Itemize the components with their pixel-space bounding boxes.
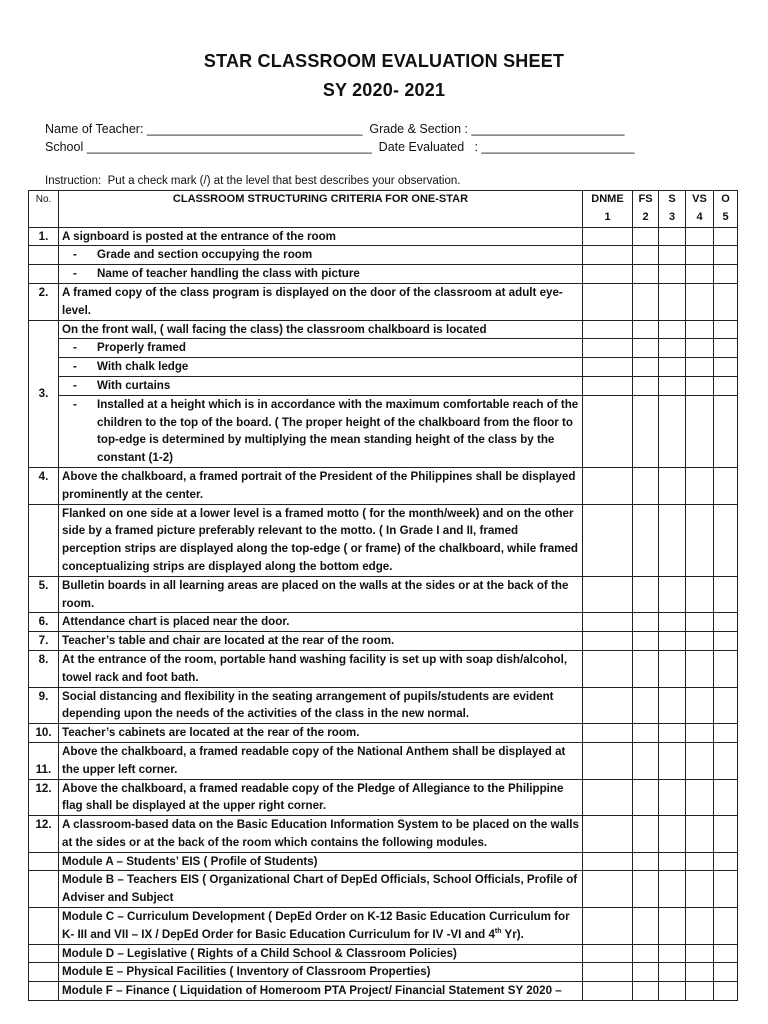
table-row: Module C – Curriculum Development ( DepEd Order on K-12 Basic Education Curriculum for K- III and VII – IX / DepEd Order for Basic Education Curriculum for IV -VI and 4th Yr). (29, 908, 738, 945)
check-cell[interactable] (583, 504, 633, 576)
check-cell[interactable] (583, 632, 633, 651)
check-cell[interactable] (659, 963, 686, 982)
check-cell[interactable] (583, 613, 633, 632)
check-cell[interactable] (633, 871, 659, 908)
table-row: 5. Bulletin boards in all learning areas are placed on the walls at the sides or at the back of the room. (29, 576, 738, 613)
evaluation-table (28, 190, 738, 1001)
table-row: Module B – Teachers EIS ( Organizational Chart of DepEd Officials, School Officials, Profile of Adviser and Subject (29, 871, 738, 908)
check-cell[interactable] (659, 944, 686, 963)
check-cell[interactable] (659, 724, 686, 743)
check-cell[interactable] (633, 467, 659, 504)
check-cell[interactable] (633, 265, 659, 284)
table-row: - Name of teacher handling the class with picture (29, 265, 738, 284)
check-cell[interactable] (583, 376, 633, 395)
check-cell[interactable] (583, 227, 633, 246)
check-cell[interactable] (714, 852, 738, 871)
table-row: 10. Teacher’s cabinets are located at the rear of the room. (29, 724, 738, 743)
check-cell[interactable] (686, 852, 714, 871)
check-cell[interactable] (659, 376, 686, 395)
instruction: Instruction: Put a check mark (/) at the level that best describes your observation. (45, 175, 461, 187)
check-cell[interactable] (714, 908, 738, 945)
check-cell[interactable] (659, 852, 686, 871)
table-row: Module E – Physical Facilities ( Inventory of Classroom Properties) (29, 963, 738, 982)
check-cell[interactable] (583, 576, 633, 613)
check-cell[interactable] (633, 376, 659, 395)
check-cell[interactable] (659, 816, 686, 853)
school-year: SY 2020- 2021 (322, 80, 446, 100)
check-cell[interactable] (686, 687, 714, 724)
check-cell[interactable] (633, 779, 659, 816)
check-cell[interactable] (714, 467, 738, 504)
table-row: 12. Above the chalkboard, a framed readable copy of the Pledge of Allegiance to the Philippine flag shall be displayed at the upper right corner. (29, 779, 738, 816)
check-cell[interactable] (583, 650, 633, 687)
table-row: 1. A signboard is posted at the entrance of the room (29, 227, 738, 246)
check-cell[interactable] (583, 724, 633, 743)
check-cell[interactable] (714, 650, 738, 687)
check-cell[interactable] (714, 687, 738, 724)
table-row: 4. Above the chalkboard, a framed portrait of the President of the Philippines shall be displayed prominently at the center. (29, 467, 738, 504)
check-cell[interactable] (659, 779, 686, 816)
check-cell[interactable] (583, 982, 633, 1001)
check-cell[interactable] (686, 227, 714, 246)
header-row (29, 191, 738, 228)
check-cell[interactable] (714, 963, 738, 982)
check-cell[interactable] (583, 283, 633, 320)
col-no: No. (29, 191, 59, 228)
check-cell[interactable] (686, 724, 714, 743)
check-cell[interactable] (583, 816, 633, 853)
col-criteria: CLASSROOM STRUCTURING CRITERIA FOR ONE-STAR (59, 191, 583, 228)
table-row: Module F – Finance ( Liquidation of Homeroom PTA Project/ Financial Statement SY 2020 – (29, 982, 738, 1001)
check-cell[interactable] (659, 632, 686, 651)
check-cell[interactable] (714, 613, 738, 632)
check-cell[interactable] (659, 687, 686, 724)
check-cell[interactable] (686, 944, 714, 963)
col-level-3: S 3 (659, 191, 686, 228)
sheet-title: STAR CLASSROOM EVALUATION SHEET (203, 51, 565, 71)
check-cell[interactable] (633, 632, 659, 651)
check-cell[interactable] (714, 871, 738, 908)
col-level-5: O 5 (714, 191, 738, 228)
check-cell[interactable] (659, 265, 686, 284)
check-cell[interactable] (686, 742, 714, 779)
check-cell[interactable] (583, 467, 633, 504)
check-cell[interactable] (659, 908, 686, 945)
check-cell[interactable] (714, 376, 738, 395)
check-cell[interactable] (686, 908, 714, 945)
check-cell[interactable] (714, 816, 738, 853)
table-row: - Installed at a height which is in accordance with the maximum comfortable reach of the children to the top of the board. ( The proper height of the chalkboard from the floor to top-edge is determined by multiplying the mean standing height of the class by the constant (1-2) (29, 395, 738, 467)
check-cell[interactable] (714, 944, 738, 963)
table-row: Module A – Students’ EIS ( Profile of Students) (29, 852, 738, 871)
table-row: - Grade and section occupying the room (29, 246, 738, 265)
check-cell[interactable] (633, 613, 659, 632)
check-cell[interactable] (583, 779, 633, 816)
check-cell[interactable] (714, 320, 738, 339)
check-cell[interactable] (686, 467, 714, 504)
check-cell[interactable] (583, 742, 633, 779)
check-cell[interactable] (633, 908, 659, 945)
check-cell[interactable] (686, 320, 714, 339)
check-cell[interactable] (633, 852, 659, 871)
table-row: 12. A classroom-based data on the Basic Education Information System to be placed on the walls at the sides or at the back of the room which contains the following modules. (29, 816, 738, 853)
check-cell[interactable] (686, 504, 714, 576)
check-cell[interactable] (686, 650, 714, 687)
check-cell[interactable] (714, 283, 738, 320)
check-cell[interactable] (714, 395, 738, 467)
school-date-line: School _________________________________________ Date Evaluated : ______________________ (45, 140, 635, 154)
check-cell[interactable] (686, 613, 714, 632)
check-cell[interactable] (633, 246, 659, 265)
table-row: 9. Social distancing and flexibility in the seating arrangement of pupils/students are evident depending upon the needs of the activities of the class in the new normal. (29, 687, 738, 724)
check-cell[interactable] (633, 742, 659, 779)
check-cell[interactable] (633, 650, 659, 687)
table-row: Flanked on one side at a lower level is a framed motto ( for the month/week) and on the other side by a framed picture preferably relevant to the motto. ( In Grade I and II, framed perception strips are displayed along the top-edge ( or frame) of the chalkboard, while framed conceptualizing strips are displayed along the bottom edge. (29, 504, 738, 576)
check-cell[interactable] (659, 246, 686, 265)
check-cell[interactable] (659, 395, 686, 467)
check-cell[interactable] (659, 613, 686, 632)
check-cell[interactable] (633, 227, 659, 246)
check-cell[interactable] (714, 265, 738, 284)
check-cell[interactable] (583, 339, 633, 358)
check-cell[interactable] (583, 963, 633, 982)
teacher-grade-line: Name of Teacher: _______________________________ Grade & Section : ______________________ (45, 122, 625, 136)
check-cell[interactable] (583, 320, 633, 339)
check-cell[interactable] (714, 339, 738, 358)
table-row: - Properly framed (29, 339, 738, 358)
check-cell[interactable] (659, 358, 686, 377)
check-cell[interactable] (633, 724, 659, 743)
check-cell[interactable] (659, 227, 686, 246)
check-cell[interactable] (686, 982, 714, 1001)
check-cell[interactable] (686, 265, 714, 284)
check-cell[interactable] (659, 982, 686, 1001)
check-cell[interactable] (633, 358, 659, 377)
table-row: - With curtains (29, 376, 738, 395)
check-cell[interactable] (633, 283, 659, 320)
check-cell[interactable] (714, 724, 738, 743)
check-cell[interactable] (633, 816, 659, 853)
table-row: 8. At the entrance of the room, portable hand washing facility is set up with soap dish/alcohol, towel rack and foot bath. (29, 650, 738, 687)
check-cell[interactable] (583, 358, 633, 377)
check-cell[interactable] (659, 742, 686, 779)
check-cell[interactable] (583, 852, 633, 871)
table-row: - With chalk ledge (29, 358, 738, 377)
check-cell[interactable] (714, 632, 738, 651)
check-cell[interactable] (633, 944, 659, 963)
check-cell[interactable] (583, 871, 633, 908)
check-cell[interactable] (659, 504, 686, 576)
check-cell[interactable] (659, 650, 686, 687)
check-cell[interactable] (686, 632, 714, 651)
check-cell[interactable] (714, 576, 738, 613)
check-cell[interactable] (686, 871, 714, 908)
table-row: Module D – Legislative ( Rights of a Child School & Classroom Policies) (29, 944, 738, 963)
check-cell[interactable] (583, 944, 633, 963)
col-level-4: VS 4 (686, 191, 714, 228)
check-cell[interactable] (633, 963, 659, 982)
check-cell[interactable] (633, 395, 659, 467)
check-cell[interactable] (633, 320, 659, 339)
check-cell[interactable] (633, 576, 659, 613)
check-cell[interactable] (583, 395, 633, 467)
table-row: 11. Above the chalkboard, a framed readable copy of the National Anthem shall be displayed at the upper left corner. (29, 742, 738, 779)
check-cell[interactable] (659, 871, 686, 908)
check-cell[interactable] (583, 908, 633, 945)
check-cell[interactable] (714, 742, 738, 779)
check-cell[interactable] (686, 576, 714, 613)
check-cell[interactable] (659, 283, 686, 320)
check-cell[interactable] (686, 963, 714, 982)
check-cell[interactable] (714, 227, 738, 246)
check-cell[interactable] (633, 504, 659, 576)
check-cell[interactable] (686, 779, 714, 816)
check-cell[interactable] (714, 504, 738, 576)
col-level-2: FS 2 (633, 191, 659, 228)
check-cell[interactable] (659, 467, 686, 504)
check-cell[interactable] (686, 395, 714, 467)
check-cell[interactable] (633, 982, 659, 1001)
check-cell[interactable] (583, 265, 633, 284)
check-cell[interactable] (686, 246, 714, 265)
check-cell[interactable] (583, 246, 633, 265)
check-cell[interactable] (659, 576, 686, 613)
table-row: 2. A framed copy of the class program is displayed on the door of the classroom at adult eye-level. (29, 283, 738, 320)
check-cell[interactable] (659, 320, 686, 339)
check-cell[interactable] (714, 982, 738, 1001)
check-cell[interactable] (686, 816, 714, 853)
check-cell[interactable] (583, 687, 633, 724)
check-cell[interactable] (686, 376, 714, 395)
table-row: 7. Teacher’s table and chair are located at the rear of the room. (29, 632, 738, 651)
check-cell[interactable] (714, 246, 738, 265)
table-row: 6. Attendance chart is placed near the door. (29, 613, 738, 632)
check-cell[interactable] (686, 339, 714, 358)
check-cell[interactable] (633, 687, 659, 724)
check-cell[interactable] (659, 339, 686, 358)
col-level-1: DNME 1 (583, 191, 633, 228)
check-cell[interactable] (633, 339, 659, 358)
check-cell[interactable] (714, 779, 738, 816)
check-cell[interactable] (686, 283, 714, 320)
check-cell[interactable] (686, 358, 714, 377)
check-cell[interactable] (714, 358, 738, 377)
table-row: 3. On the front wall, ( wall facing the class) the classroom chalkboard is located (29, 320, 738, 339)
